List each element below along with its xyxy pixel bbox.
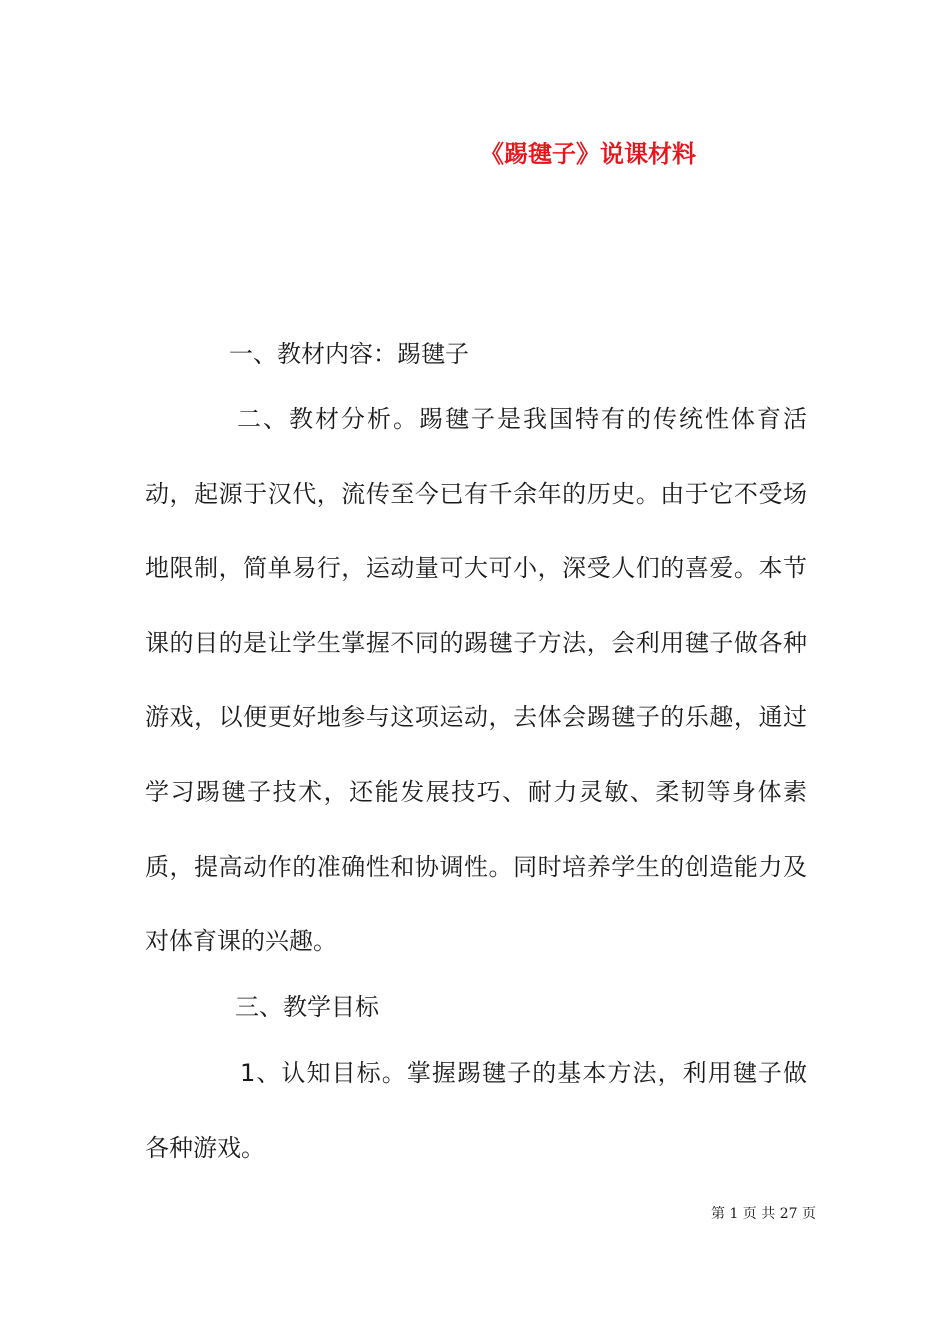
analysis-paragraph: 二、教材分析。踢毽子是我国特有的传统性体育活动，起源于汉代，流传至今已有千余年的历史。由于它不受场地限制，简单易行，运动量可大可小，深受人们的喜爱。本节课的目的是让学生掌握不同的踢毽子方法，会利用毽子做各种游戏，以便更好地参与这项运动，去体会踢毽子的乐趣，通过学习踢毽子技术，还能发展技巧、耐力灵敏、柔韧等身体素质，提高动作的准确性和协调性。同时培养学生的创造能力及对体育课的兴趣。 <box>145 405 807 956</box>
cognitive-objective-paragraph: 1、认知目标。掌握踢毽子的基本方法，利用毽子做各种游戏。 <box>145 1059 807 1162</box>
section-heading-content: 一、教材内容：踢毽子 <box>229 340 469 368</box>
document-title: 《踢毽子》说课材料 <box>480 139 696 168</box>
section-heading-objectives: 三、教学目标 <box>235 993 379 1021</box>
page-number-footer: 第 1 页 共 27 页 <box>711 1206 816 1222</box>
